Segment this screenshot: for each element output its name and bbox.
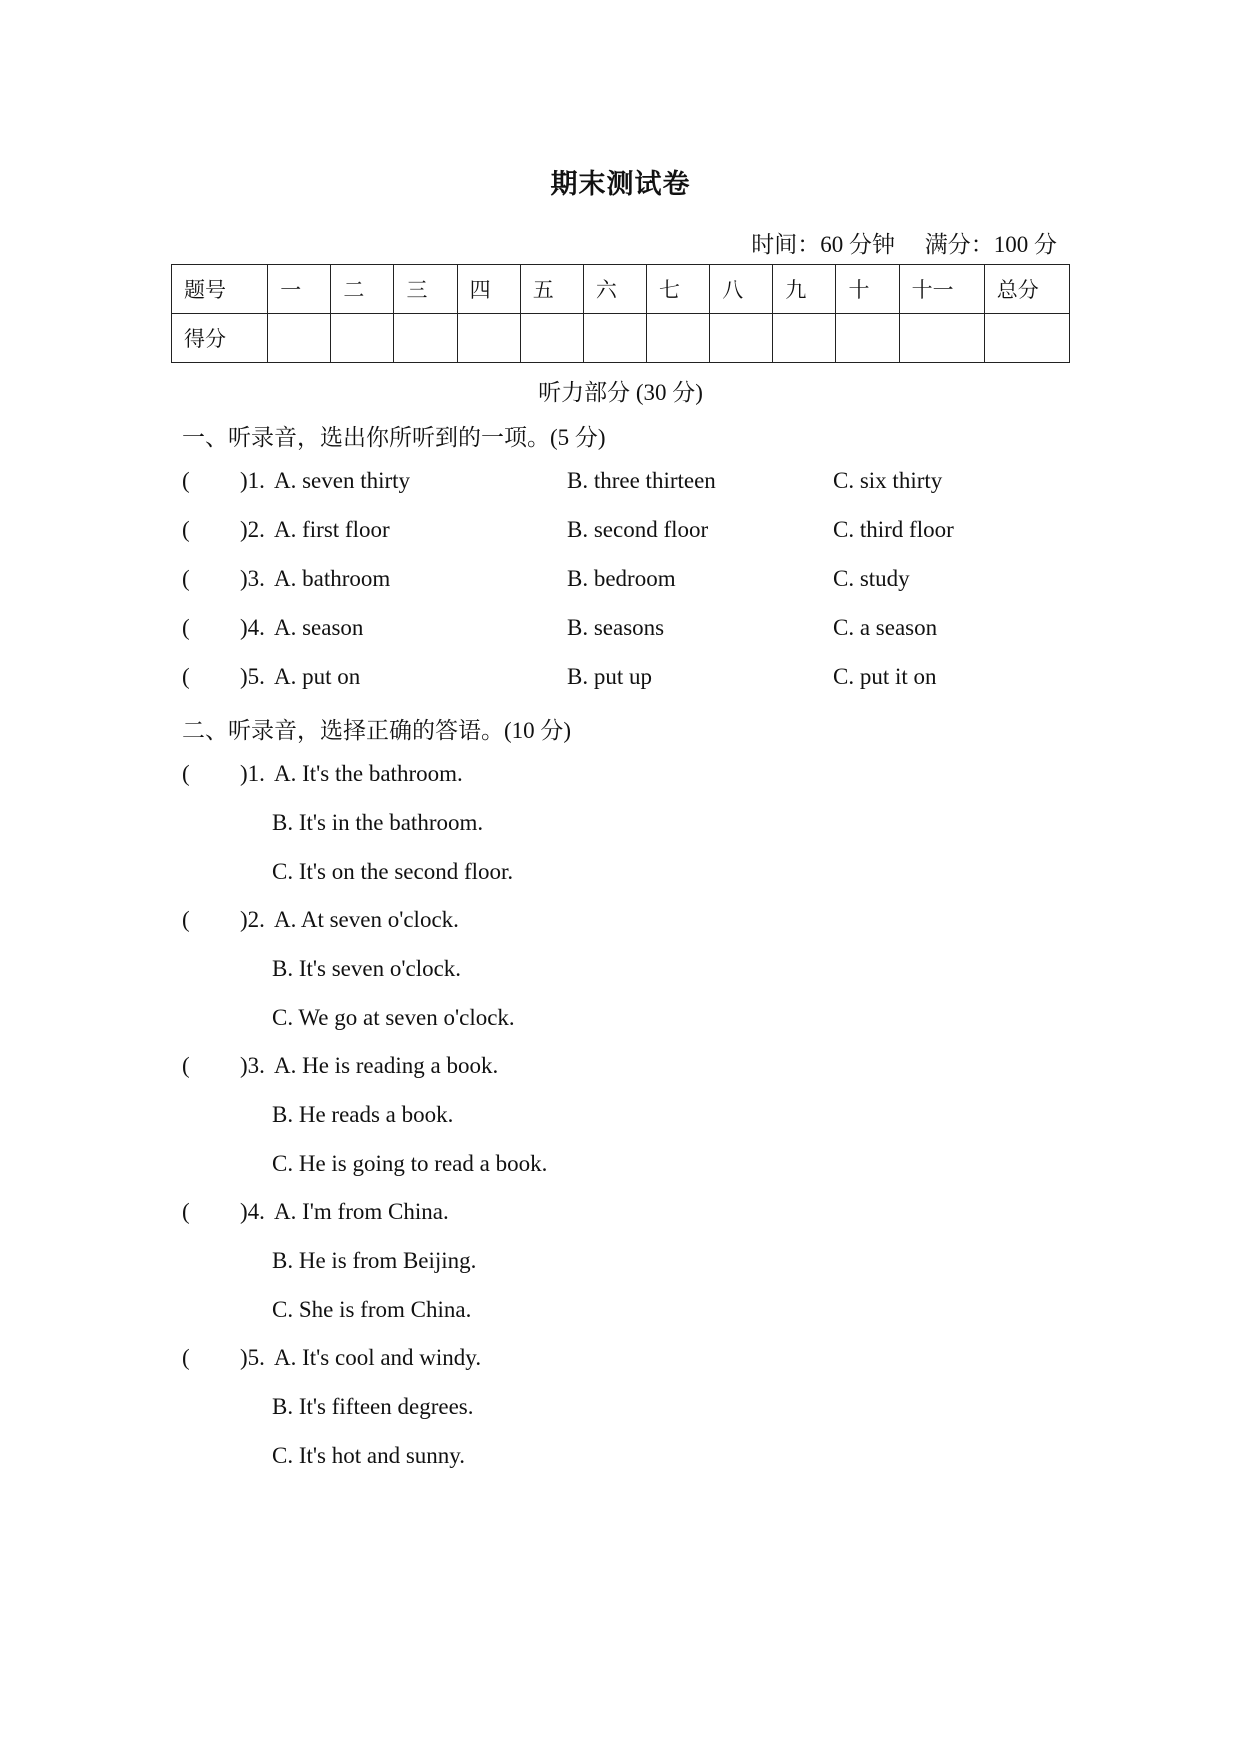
score-cell[interactable]	[984, 314, 1069, 363]
option-c: C. It's on the second floor.	[272, 859, 514, 884]
score-table	[171, 264, 1070, 363]
option-b: B. bedroom	[567, 566, 676, 591]
score-cell[interactable]	[583, 314, 646, 363]
option-c: C. It's hot and sunny.	[272, 1443, 466, 1468]
option-a: A. At seven o'clock.	[274, 907, 459, 932]
part-title: 听力部分 (30 分)	[538, 380, 703, 405]
option-b: B. He reads a book.	[272, 1102, 454, 1127]
header-cell: 题号	[172, 265, 268, 314]
score-cell[interactable]	[710, 314, 773, 363]
time-limit: 时间：60 分钟	[751, 232, 895, 257]
answer-blank[interactable]: (	[182, 664, 190, 689]
question-number: )5.	[240, 664, 265, 689]
option-a: A. season	[274, 615, 364, 640]
row-label: 得分	[172, 314, 268, 363]
option-b: B. He is from Beijing.	[272, 1248, 477, 1273]
score-cell[interactable]	[457, 314, 520, 363]
option-a: A. first floor	[274, 517, 390, 542]
option-c: C. put it on	[833, 664, 937, 689]
option-a: A. It's cool and windy.	[274, 1345, 482, 1370]
question-number: )4.	[240, 1199, 265, 1224]
answer-blank[interactable]: (	[182, 566, 190, 591]
option-a: A. seven thirty	[274, 468, 411, 493]
question-number: )4.	[240, 615, 265, 640]
option-a: A. It's the bathroom.	[274, 761, 463, 786]
option-c: C. six thirty	[833, 468, 943, 493]
score-cell[interactable]	[647, 314, 710, 363]
score-cell[interactable]	[331, 314, 394, 363]
option-b: B. It's in the bathroom.	[272, 810, 484, 835]
score-cell[interactable]	[268, 314, 331, 363]
header-cell: 七	[647, 265, 710, 314]
option-a: A. I'm from China.	[274, 1199, 449, 1224]
header-cell: 三	[394, 265, 457, 314]
header-cell: 一	[268, 265, 331, 314]
full-score: 满分：100 分	[924, 232, 1057, 257]
question-number: )5.	[240, 1345, 265, 1370]
answer-blank[interactable]: (	[182, 761, 190, 786]
score-cell[interactable]	[836, 314, 899, 363]
header-cell: 四	[457, 265, 520, 314]
answer-blank[interactable]: (	[182, 1345, 190, 1370]
exam-info	[0, 226, 1057, 259]
score-cell[interactable]	[773, 314, 836, 363]
option-b: B. It's fifteen degrees.	[272, 1394, 474, 1419]
header-cell: 十	[836, 265, 899, 314]
option-a: A. He is reading a book.	[274, 1053, 499, 1078]
option-c: C. study	[833, 566, 910, 591]
question-number: )3.	[240, 566, 265, 591]
answer-blank[interactable]: (	[182, 615, 190, 640]
option-a: A. bathroom	[274, 566, 391, 591]
option-b: B. put up	[567, 664, 652, 689]
option-a: A. put on	[274, 664, 361, 689]
score-cell[interactable]	[520, 314, 583, 363]
question-number: )1.	[240, 761, 265, 786]
option-c: C. third floor	[833, 517, 954, 542]
option-b: B. second floor	[567, 517, 709, 542]
answer-blank[interactable]: (	[182, 468, 190, 493]
question-number: )1.	[240, 468, 265, 493]
answer-blank[interactable]: (	[182, 1199, 190, 1224]
header-cell: 总分	[984, 265, 1069, 314]
header-cell: 二	[331, 265, 394, 314]
score-cell[interactable]	[394, 314, 457, 363]
option-b: B. seasons	[567, 615, 665, 640]
header-cell: 六	[583, 265, 646, 314]
question-number: )3.	[240, 1053, 265, 1078]
answer-blank[interactable]: (	[182, 1053, 190, 1078]
score-table-header-row	[172, 265, 1070, 314]
header-cell: 九	[773, 265, 836, 314]
header-cell: 八	[710, 265, 773, 314]
option-c: C. He is going to read a book.	[272, 1151, 548, 1176]
score-cell[interactable]	[899, 314, 984, 363]
header-cell: 五	[520, 265, 583, 314]
option-c: C. She is from China.	[272, 1297, 472, 1322]
option-c: C. a season	[833, 615, 938, 640]
option-b: B. three thirteen	[567, 468, 716, 493]
answer-blank[interactable]: (	[182, 907, 190, 932]
question-number: )2.	[240, 907, 265, 932]
option-c: C. We go at seven o'clock.	[272, 1005, 515, 1030]
answer-blank[interactable]: (	[182, 517, 190, 542]
section-2-heading: 二、听录音，选择正确的答语。(10 分)	[182, 718, 572, 743]
option-b: B. It's seven o'clock.	[272, 956, 462, 981]
section-1-heading: 一、听录音，选出你所听到的一项。(5 分)	[182, 425, 606, 450]
exam-title: 期末测试卷	[550, 169, 691, 200]
question-number: )2.	[240, 517, 265, 542]
header-cell: 十一	[899, 265, 984, 314]
score-table-score-row	[172, 314, 1070, 363]
